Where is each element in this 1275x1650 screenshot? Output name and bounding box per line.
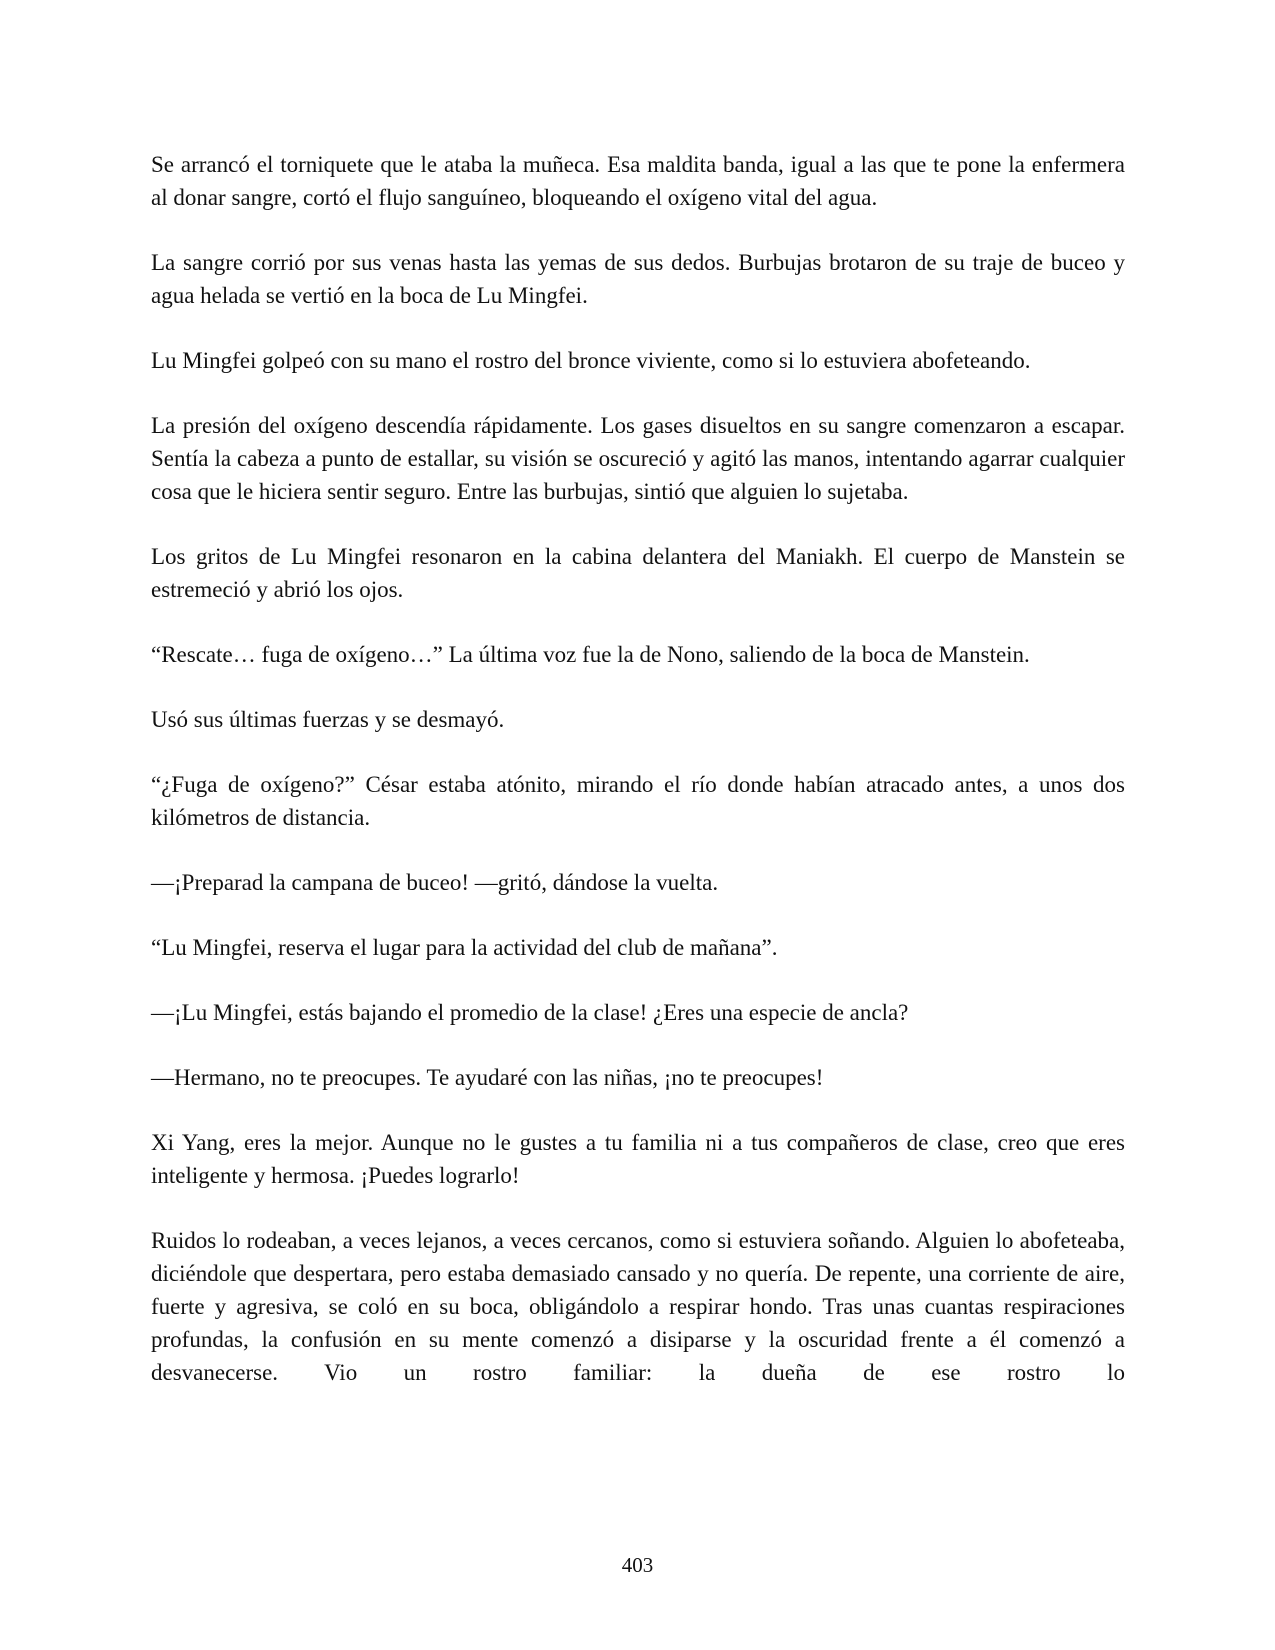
paragraph: “Lu Mingfei, reserva el lugar para la actividad del club de mañana”. — [151, 935, 778, 960]
paragraph: Se arrancó el torniquete que le ataba la muñeca. Esa maldita banda, igual a las que te pone la enfermera al donar sangre, cortó el flujo sanguíneo, bloqueando el oxígeno vital del agua. — [151, 152, 1125, 210]
paragraph: La sangre corrió por sus venas hasta las yemas de sus dedos. Burbujas brotaron de su traje de buceo y agua helada se vertió en la boca de Lu Mingfei. — [151, 250, 1125, 308]
paragraph: Xi Yang, eres la mejor. Aunque no le gustes a tu familia ni a tus compañeros de clase, creo que eres inteligente y hermosa. ¡Puedes lograrlo! — [151, 1130, 1125, 1188]
paragraph: La presión del oxígeno descendía rápidamente. Los gases disueltos en su sangre comenzaron a escapar. Sentía la cabeza a punto de estallar, su visión se oscureció y agitó las manos, intentando agarrar cualquier cosa que le hiciera sentir seguro. Entre las burbujas, sintió que alguien lo sujetaba. — [151, 413, 1125, 504]
paragraph: Los gritos de Lu Mingfei resonaron en la cabina delantera del Maniakh. El cuerpo de Manstein se estremeció y abrió los ojos. — [151, 544, 1125, 602]
paragraph: —¡Preparad la campana de buceo! —gritó, dándose la vuelta. — [151, 870, 719, 895]
paragraph: “Rescate… fuga de oxígeno…” La última voz fue la de Nono, saliendo de la boca de Manstein. — [151, 642, 1030, 667]
paragraph: Usó sus últimas fuerzas y se desmayó. — [151, 707, 505, 732]
paragraph: Ruidos lo rodeaban, a veces lejanos, a veces cercanos, como si estuviera soñando. Alguien lo abofeteaba, diciéndole que despertara, pero estaba demasiado cansado y no quería. De repente, una corriente de aire, fuerte y agresiva, se coló en su boca, obligándolo a respirar hondo. Tras unas cuantas respiraciones profundas, la confusión en su mente comenzó a disiparse y la oscuridad frente a él comenzó a desvanecerse. Vio un rostro familiar: la dueña de ese rostro lo — [151, 1228, 1125, 1385]
paragraph: —Hermano, no te preocupes. Te ayudaré con las niñas, ¡no te preocupes! — [151, 1065, 824, 1090]
page-number: 403 — [621, 1553, 654, 1577]
paragraph: “¿Fuga de oxígeno?” César estaba atónito, mirando el río donde habían atracado antes, a unos dos kilómetros de distancia. — [151, 772, 1125, 830]
paragraph: —¡Lu Mingfei, estás bajando el promedio de la clase! ¿Eres una especie de ancla? — [151, 1000, 909, 1025]
paragraph: Lu Mingfei golpeó con su mano el rostro del bronce viviente, como si lo estuviera abofeteando. — [151, 348, 1031, 373]
page-body — [151, 148, 1125, 1389]
